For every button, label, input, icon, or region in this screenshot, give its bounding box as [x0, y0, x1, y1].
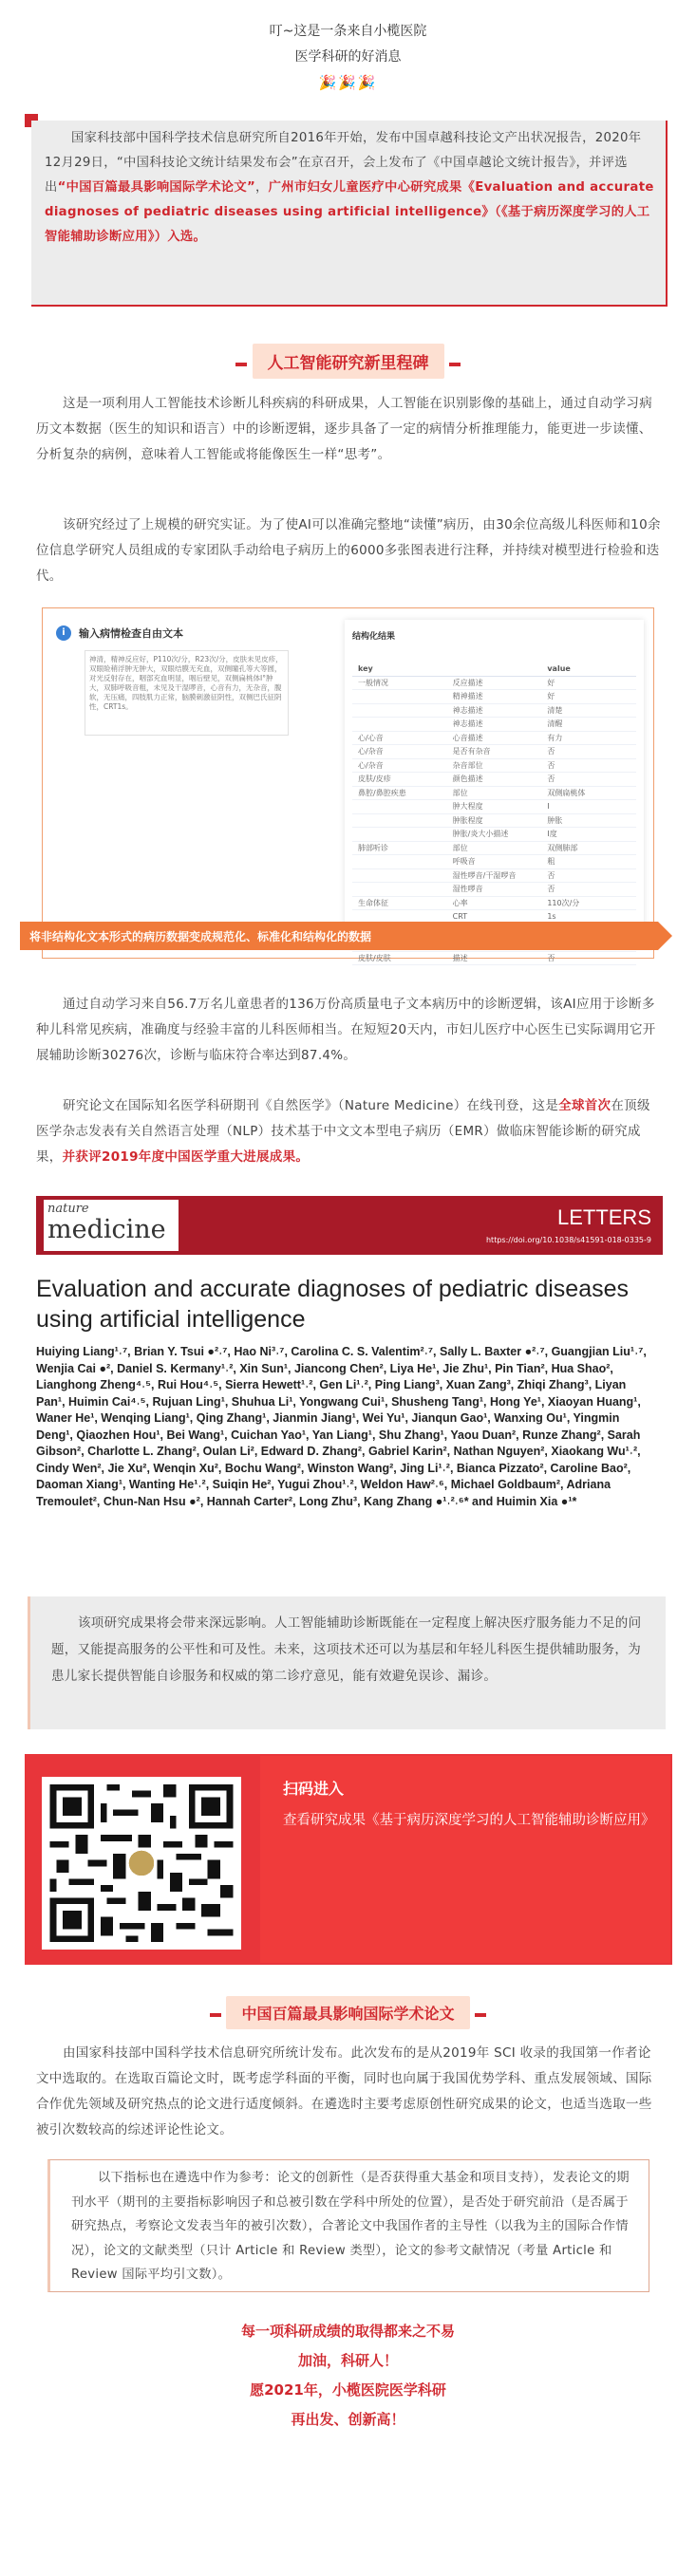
result-table-row [352, 869, 636, 884]
announcement-part-a: 国家科技部中国科学技术信息研究所自2016年开始，发布中国卓越科技论文产出状况报告，2020年12月29日，“中国科技论文统计结果发布会”在京召开，会上发布了《中国卓越论文统计报告》，并评选出 [45, 131, 642, 195]
result-table-row [352, 732, 636, 746]
top-papers-para: 由国家科技部中国科学技术信息研究所统计发布。此次发布的是从2019年 SCI 收录的我国第一作者论文中选取的。在选取百篇论文时，既考虑学科面的平衡，同时也向属于我国优势学科、重点发展领域、国际合作优先领域及研究热点的论文进行适度倾斜。在遴选时主要考虑原创性研究成果的论文，也适当选取一些被引次数较高的综述评论性论文。 [36, 2045, 652, 2137]
ai-para-4 [36, 1093, 661, 1170]
result-table-row [352, 759, 636, 774]
result-cell: 清醒 [547, 719, 563, 729]
letters-label: LETTERS [556, 1205, 651, 1229]
input-text-area: 神清，精神反应好，P110次/分，R23次/分，皮肤未见皮疹，双眼睑稍浮肿无肿大，双眼结膜无充血，双侧瞳孔等大等圆，对光反射存在，咽部充血明显，咽后壁见，双侧扁桃体Ⅰ°肿大，双肺呼吸音粗，未见及干湿啰音，心音有力，无杂音，腹软，无压痛，四肢肌力正常，脑膜刺激征阴性，双侧巴氏征阴性，CRT1s。 [85, 650, 289, 736]
result-cell: 1s [547, 912, 556, 922]
result-cell: 肿胀程度 [452, 815, 483, 825]
ai-para-2: 该研究经过了上规模的研究实证。为了使AI可以准确完整地“读懂”病历，由30余位高级儿科医师和10余位信息学研究人员组成的专家团队手动给电子病历上的6000多张图表进行注释，并持续对模型进行检验和迭代。 [36, 517, 661, 584]
result-cell: 否 [547, 760, 555, 770]
result-cell: 神志描述 [452, 705, 483, 715]
result-cell: 肿胀/炎大小描述 [452, 830, 509, 839]
result-table-row [352, 828, 636, 842]
result-cell: 否 [547, 885, 555, 894]
announcement-box [31, 121, 668, 307]
closing-line3: 愿2021年，小榄医院医学科研 [250, 2381, 446, 2399]
structuring-figure [29, 607, 654, 962]
result-cell: 是否有杂音 [452, 747, 491, 756]
result-cell: 部位 [452, 843, 468, 852]
result-cell: 部位 [452, 788, 468, 797]
announcement-award: “中国百篇最具影响国际学术论文” [57, 180, 256, 195]
figure-caption: 将非结构化文本形式的病历数据变成规范化、标准化和结构化的数据 [29, 930, 372, 943]
result-cell: 皮肤/皮疹 [358, 775, 391, 784]
result-table-row [352, 842, 636, 856]
result-cell: 鼻腔/鼻腔疾患 [358, 788, 406, 797]
result-cell: 精神描述 [452, 692, 483, 701]
journal-logo-name: medicine [47, 1215, 166, 1244]
heading-dash-left-2 [210, 2013, 221, 2017]
paper-authors: Huiying Liang¹˒⁷, Brian Y. Tsui ●²˒⁷, Hao Ni³˒⁷, Carolina C. S. Valentim²˒⁷, Sally L. Baxter ●²˒⁷, Guangjian Liu¹˒⁷, Wenjia Cai ●², Daniel S. Kermany¹˒², Xin Sun¹, Jiancong Chen², Liya He¹, Jie Zhu¹, Pin Tian², Hua Shao², Lianghong Zheng⁴˒⁵, Rui Hou⁴˒⁵, Sierra Hewett¹˒², Gen Li¹˒², Ping Liang³, Xuan Zang³, Zhiqi Zhang³, Liyan Pan¹, Huimin Cai⁴˒⁵, Rujuan Ling¹, Shuhua Li¹, Yongwang Cui¹, Shusheng Tang¹, Hong Ye¹, Xiaoyan Huang¹, Waner He¹, Wenqing Liang¹, Qing Zhang¹, Jianmin Jiang¹, Wei Yu¹, Jianqun Gao¹, Wanxing Ou¹, Yingmin Deng¹, Qiaozhen Hou¹, Bei Wang¹, Cuichan Yao¹, Yan Liang¹, Shu Zhang¹, Yaou Duan², Runze Zhang², Sarah Gibson², Charlotte L. Zhang², Oulan Li², Edward D. Zhang², Gabriel Karin², Nathan Nguyen², Xiaokang Wu¹˒², Cindy Wen², Jie Xu², Wenqin Xu², Bochu Wang², Winston Wang², Jing Li¹˒², Bianca Pizzato², Caroline Bao², Daoman Xiang¹, Wanting He¹˒², Suiqin He², Yugui Zhou¹˒², Weldon Haw²˒⁶, Michael Goldbaum², Adriana Tremoulet², Chun-Nan Hsu ●², Hannah Carter², Long Zhu³, Kang Zhang ●¹˒²˒⁶* and Huimin Xia ●¹* [36, 1345, 647, 1508]
result-cell: 肺部听诊 [358, 843, 388, 852]
result-cell: 一般情况 [358, 678, 388, 687]
result-table-row [352, 814, 636, 829]
closing-line1: 每一项科研成绩的取得都来之不易 [240, 2323, 455, 2340]
heading-ai-milestone-text: 人工智能研究新里程碑 [253, 344, 444, 379]
result-cell: 有力 [547, 733, 563, 742]
publication-first: 全球首次 [558, 1098, 611, 1113]
paper-title: Evaluation and accurate diagnoses of pediatric diseases using artificial intelligence [36, 1276, 630, 1333]
intro [0, 19, 696, 96]
heading-dash-right-2 [475, 2013, 486, 2017]
heading-top-papers [0, 1996, 696, 2029]
result-table-row [352, 690, 636, 704]
closing-message [0, 2317, 696, 2435]
result-cell: 皮肤/皮肤 [358, 953, 391, 962]
result-cell: 描述 [452, 953, 468, 962]
result-table-row [352, 855, 636, 869]
result-table-row [352, 704, 636, 719]
journal-logo [44, 1200, 179, 1251]
intro-line2: 医学科研的好消息 [294, 49, 402, 65]
input-panel [56, 625, 369, 868]
qr-code[interactable] [42, 1777, 241, 1950]
qr-code-icon [49, 1784, 234, 1942]
result-table-row [352, 800, 636, 814]
result-table-row [352, 718, 636, 732]
intro-line1: 叮~这是一条来自小榄医院 [269, 24, 427, 39]
result-cell: 心/杂音 [358, 760, 384, 770]
info-icon: i [56, 625, 71, 641]
result-cell: Ⅰ度 [547, 830, 557, 839]
announcement-text [45, 126, 654, 250]
publication-text-c: 在顶级医学杂志发表有关自然语言处理（NLP）技术基于中文文本型电子病历（EMR）做临床智能诊断的研究成果， [36, 1098, 650, 1165]
result-cell: 反应描述 [452, 678, 483, 687]
closing-line2: 加油，科研人！ [297, 2352, 398, 2369]
heading-ai-milestone [0, 344, 696, 379]
qr-panel-right [260, 1756, 670, 1963]
result-cell: CRT [452, 912, 468, 922]
criteria-box [47, 2159, 649, 2292]
result-title: 结构化结果 [352, 632, 396, 642]
result-cell: 肿大程度 [452, 802, 483, 812]
result-table-header [352, 663, 636, 677]
result-cell: 心音描述 [452, 733, 483, 742]
heading-dash-right [449, 363, 461, 366]
col-key: key [358, 664, 373, 674]
result-cell: 否 [547, 953, 555, 962]
journal-logo-top: nature [47, 1202, 89, 1216]
result-cell: Ⅰ [547, 802, 550, 812]
heading-dash-left [235, 363, 247, 366]
result-cell: 肿胀 [547, 815, 563, 825]
closing-line4: 再出发、创新高！ [291, 2411, 405, 2428]
publication-award: 并获评2019年度中国医学重大进展成果。 [62, 1149, 310, 1165]
result-cell: 否 [547, 747, 555, 756]
qr-panel [25, 1754, 672, 1965]
intro-sparkles: 🎉🎉🎉 [318, 74, 378, 91]
result-cell: 好 [547, 692, 555, 701]
publication-text-a: 研究论文在国际知名医学科研期刊《自然医学》（Nature Medicine）在线刊登，这是 [63, 1098, 559, 1113]
result-table-row [352, 787, 636, 801]
figure-caption-banner [20, 922, 672, 950]
result-table-row [352, 773, 636, 787]
impact-quote-box [28, 1596, 666, 1729]
result-table-row [352, 677, 636, 691]
announcement-research: 广州市妇女儿童医疗中心研究成果《Evaluation and accurate diagnoses of pediatric diseases using artificial intelligence》（《基于病历深度学习的人工智能辅助诊断应用》）入选。 [45, 180, 654, 244]
result-cell: 湿性啰音 [452, 885, 483, 894]
result-cell: 颜色描述 [452, 775, 483, 784]
result-cell: 清楚 [547, 705, 563, 715]
heading-top-papers-text: 中国百篇最具影响国际学术论文 [226, 1996, 469, 2029]
criteria-text: 以下指标也在遴选中作为参考：论文的创新性（是否获得重大基金和项目支持），发表论文的期刊水平（期刊的主要指标影响因子和总被引数在学科中所处的位置），是否处于研究前沿（是否属于研究热点，考察论文发表当年的被引次数），合著论文中我国作者的主导性（以我为主的国际合作情况），论文的文献类型（只计 Article 和 Review 类型），论文的参考文献情况（考量 Article 和 Review 国际平均引文数）。 [71, 2171, 630, 2282]
result-cell: 湿性啰音/干湿啰音 [452, 870, 517, 880]
ai-para-3: 通过自动学习来自56.7万名儿童患者的136万份高质量电子文本病历中的诊断逻辑，该AI应用于诊断多种儿科常见疾病，准确度与经验丰富的儿科医师相当。在短短20天内，市妇儿医疗中心医生已实际调用它开展辅助诊断30276次，诊断与临床符合率达到87.4%。 [36, 997, 656, 1063]
scan-title: 扫码进入 [283, 1780, 345, 1798]
journal-banner [36, 1196, 663, 1255]
ai-para-1: 这是一项利用人工智能技术诊断儿科疾病的科研成果，人工智能在识别影像的基础上，通过自动学习病历文本数据（医生的知识和语言）中的诊断逻辑，逐步具备了一定的病情分析推理能力，能更进一步读懂、分析复杂的病例，意味着人工智能或将能像医生一样“思考”。 [36, 396, 652, 462]
scan-text[interactable]: 查看研究成果《基于病历深度学习的人工智能辅助诊断应用》 [283, 1813, 655, 1828]
result-table-row [352, 883, 636, 897]
paper-snapshot [36, 1196, 663, 1576]
input-panel-header [56, 625, 369, 641]
result-cell: 否 [547, 870, 555, 880]
col-value: value [547, 664, 571, 674]
result-cell: 呼吸音 [452, 857, 476, 867]
result-table-row [352, 897, 636, 911]
result-table-row [352, 745, 636, 759]
result-cell: 粗 [547, 857, 555, 867]
result-cell: 心率 [452, 898, 468, 907]
result-cell: 神志描述 [452, 719, 483, 729]
result-table-row [352, 952, 636, 966]
paper-doi: https://doi.org/10.1038/s41591-018-0335-9 [485, 1236, 651, 1244]
announcement-comma: ， [255, 180, 269, 195]
result-cell: 好 [547, 678, 555, 687]
result-cell: 否 [547, 775, 555, 784]
result-cell: 心/心音 [358, 733, 384, 742]
result-cell: 生命体征 [358, 898, 388, 907]
input-title: 输入病情检查自由文本 [79, 627, 183, 640]
result-cell: 杂音部位 [452, 760, 483, 770]
result-cell: 心/杂音 [358, 747, 384, 756]
impact-quote-text: 该项研究成果将会带来深远影响。人工智能辅助诊断既能在一定程度上解决医疗服务能力不足的问题，又能提高服务的公平性和可及性。未来，这项技术还可以为基层和年轻儿科医生提供辅助服务，为患儿家长提供智能自诊服务和权威的第二诊疗意见，能有效避免误诊、漏诊。 [51, 1615, 642, 1684]
result-cell: 双侧肺部 [547, 843, 578, 852]
result-cell: 110次/分 [547, 898, 580, 907]
result-cell: 双侧扁桃体 [547, 788, 586, 797]
result-panel [345, 620, 644, 962]
